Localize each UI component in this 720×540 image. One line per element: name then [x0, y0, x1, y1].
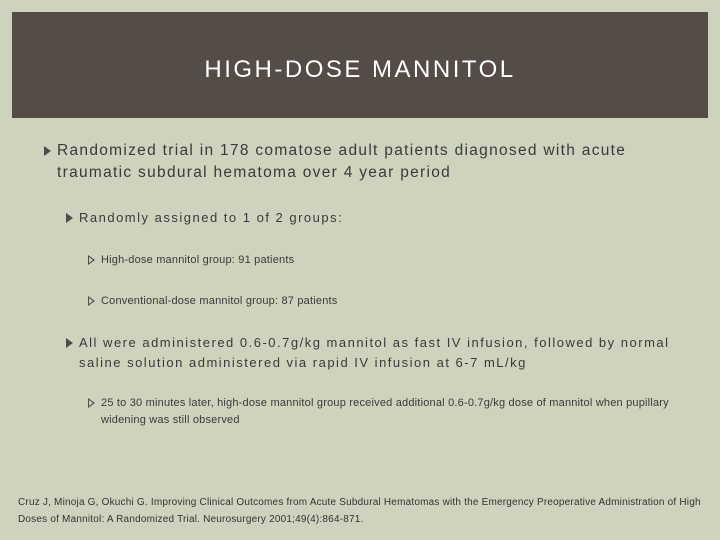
- bullet-text: Conventional-dose mannitol group: 87 patients: [101, 295, 338, 307]
- bullet-arrow-icon: [44, 146, 51, 156]
- bullet-level2-administered: [66, 333, 686, 373]
- bullet-level3-later-dose: [88, 395, 678, 429]
- bullet-text: 25 to 30 minutes later, high-dose mannitol group received additional 0.6-0.7g/kg dose of mannitol when pupillary widening was still observed: [101, 397, 669, 426]
- bullet-outline-arrow-icon: [88, 255, 95, 265]
- slide-title: HIGH-DOSE MANNITOL: [204, 56, 516, 83]
- bullet-text: All were administered 0.6-0.7g/kg mannitol as fast IV infusion, followed by normal saline solution administered via rapid IV infusion at 6-7 mL/kg: [79, 335, 670, 370]
- bullet-level2-groups: [66, 208, 686, 228]
- bullet-level3-conventional: [88, 293, 688, 310]
- bullet-outline-arrow-icon: [88, 398, 95, 408]
- bullet-arrow-icon: [66, 338, 73, 348]
- bullet-text: High-dose mannitol group: 91 patients: [101, 254, 295, 266]
- bullet-level1-trial: [44, 140, 694, 184]
- bullet-arrow-icon: [66, 213, 73, 223]
- bullet-outline-arrow-icon: [88, 296, 95, 306]
- title-bar: [12, 12, 708, 118]
- bullet-text: Randomly assigned to 1 of 2 groups:: [79, 210, 344, 225]
- citation: Cruz J, Minoja G, Okuchi G. Improving Clinical Outcomes from Acute Subdural Hematomas with the Emergency Preoperative Administration of High Doses of Mannitol: A Randomized Trial. Neurosurgery 2001;49(4):864-871.: [18, 497, 701, 525]
- bullet-level3-high-dose: [88, 252, 688, 269]
- bullet-text: Randomized trial in 178 comatose adult patients diagnosed with acute traumatic subdural hematoma over 4 year period: [57, 142, 627, 181]
